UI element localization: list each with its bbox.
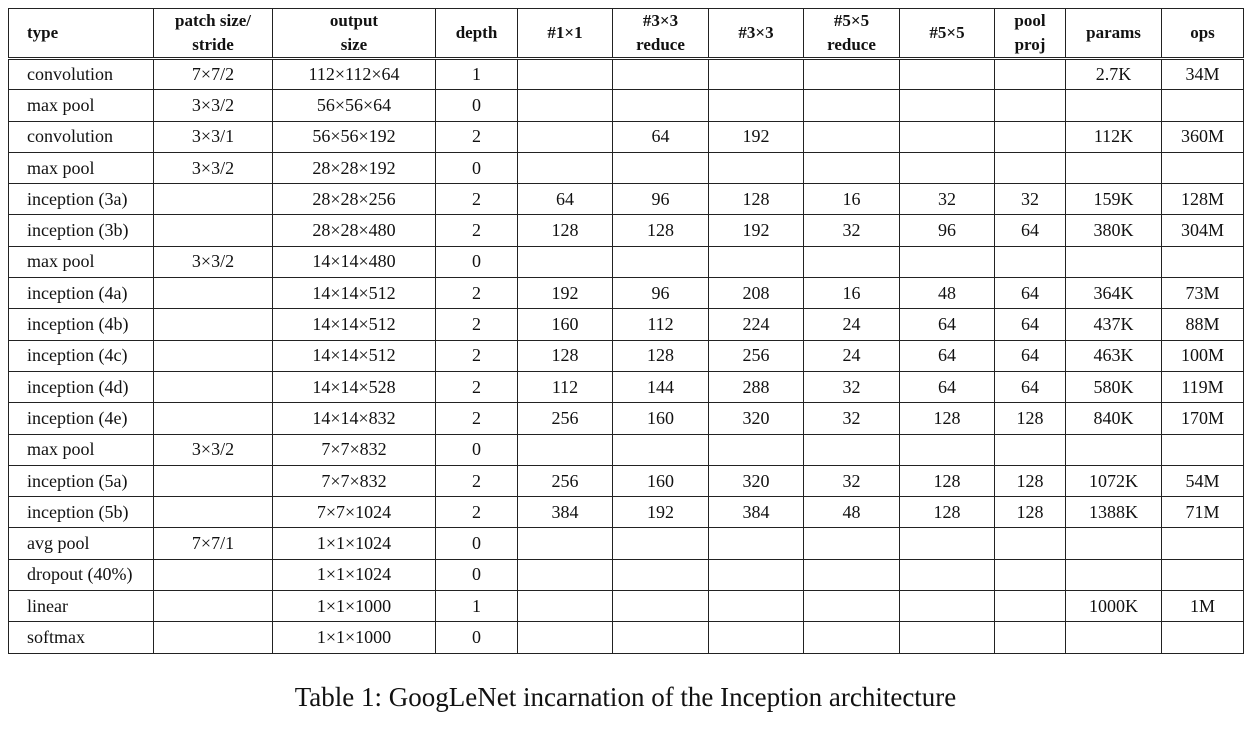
table-row bbox=[9, 622, 1244, 653]
table-cell bbox=[709, 246, 804, 277]
layer-type-cell: dropout (40%) bbox=[9, 559, 154, 590]
table-cell bbox=[1066, 90, 1162, 121]
table-cell bbox=[154, 465, 273, 496]
column-header-label: size bbox=[340, 35, 368, 54]
column-header bbox=[273, 9, 436, 59]
layer-type-cell: max pool bbox=[9, 90, 154, 121]
table-cell bbox=[613, 622, 709, 653]
table-cell: 1072K bbox=[1066, 465, 1162, 496]
table-cell bbox=[995, 559, 1066, 590]
table-cell bbox=[1162, 434, 1244, 465]
table-cell bbox=[1066, 434, 1162, 465]
table-cell: 192 bbox=[709, 121, 804, 152]
table-cell bbox=[709, 622, 804, 653]
table-cell: 32 bbox=[804, 371, 900, 402]
column-header bbox=[154, 9, 273, 59]
table-cell: 2 bbox=[436, 121, 518, 152]
layer-type-cell: inception (3b) bbox=[9, 215, 154, 246]
table-cell: 64 bbox=[995, 215, 1066, 246]
table-cell: 304M bbox=[1162, 215, 1244, 246]
table-cell bbox=[995, 622, 1066, 653]
table-cell bbox=[154, 622, 273, 653]
table-cell: 100M bbox=[1162, 340, 1244, 371]
table-cell: 2 bbox=[436, 371, 518, 402]
table-cell: 3×3/2 bbox=[154, 246, 273, 277]
table-row bbox=[9, 121, 1244, 152]
table-cell: 437K bbox=[1066, 309, 1162, 340]
column-header-label: #3×3 bbox=[738, 23, 774, 42]
table-cell: 64 bbox=[900, 371, 995, 402]
table-cell bbox=[154, 497, 273, 528]
table-cell: 288 bbox=[709, 371, 804, 402]
table-cell: 128 bbox=[613, 215, 709, 246]
table-cell bbox=[613, 528, 709, 559]
table-row bbox=[9, 184, 1244, 215]
table-cell: 256 bbox=[518, 403, 613, 434]
table-cell: 32 bbox=[804, 403, 900, 434]
table-row bbox=[9, 434, 1244, 465]
table-cell: 1 bbox=[436, 59, 518, 90]
layer-type-cell: avg pool bbox=[9, 528, 154, 559]
table-cell: 64 bbox=[995, 309, 1066, 340]
table-cell bbox=[995, 59, 1066, 90]
table-cell: 128 bbox=[613, 340, 709, 371]
table-cell: 2 bbox=[436, 309, 518, 340]
table-cell bbox=[995, 591, 1066, 622]
table-cell: 384 bbox=[709, 497, 804, 528]
table-cell bbox=[613, 591, 709, 622]
table-cell bbox=[804, 59, 900, 90]
column-header-label: proj bbox=[1014, 35, 1046, 54]
table-row bbox=[9, 246, 1244, 277]
column-header bbox=[1162, 9, 1244, 59]
table-cell: 360M bbox=[1162, 121, 1244, 152]
table-cell: 48 bbox=[900, 278, 995, 309]
table-cell bbox=[1162, 559, 1244, 590]
table-cell bbox=[518, 121, 613, 152]
table-cell: 112 bbox=[518, 371, 613, 402]
layer-type-cell: inception (4c) bbox=[9, 340, 154, 371]
table-cell bbox=[900, 622, 995, 653]
table-cell: 192 bbox=[613, 497, 709, 528]
table-cell: 64 bbox=[518, 184, 613, 215]
table-cell: 160 bbox=[613, 465, 709, 496]
table-cell: 128 bbox=[518, 215, 613, 246]
table-cell bbox=[900, 90, 995, 121]
layer-type-cell: inception (4d) bbox=[9, 371, 154, 402]
table-cell: 3×3/2 bbox=[154, 152, 273, 183]
table-cell bbox=[900, 246, 995, 277]
column-header bbox=[518, 9, 613, 59]
table-cell: 2 bbox=[436, 403, 518, 434]
table-row bbox=[9, 340, 1244, 371]
table-cell bbox=[518, 622, 613, 653]
table-row bbox=[9, 309, 1244, 340]
table-cell: 14×14×512 bbox=[273, 309, 436, 340]
table-row bbox=[9, 403, 1244, 434]
table-cell: 2 bbox=[436, 215, 518, 246]
table-cell bbox=[804, 591, 900, 622]
table-cell bbox=[613, 559, 709, 590]
layer-type-cell: inception (5a) bbox=[9, 465, 154, 496]
table-cell bbox=[900, 121, 995, 152]
table-cell: 320 bbox=[709, 465, 804, 496]
column-header-label: #5×5 bbox=[833, 11, 870, 30]
table-cell: 364K bbox=[1066, 278, 1162, 309]
column-header-label: stride bbox=[192, 35, 234, 54]
column-header bbox=[900, 9, 995, 59]
table-cell bbox=[613, 59, 709, 90]
table-row bbox=[9, 90, 1244, 121]
table-cell bbox=[995, 246, 1066, 277]
table-cell bbox=[1162, 528, 1244, 559]
table-cell bbox=[995, 434, 1066, 465]
table-cell: 320 bbox=[709, 403, 804, 434]
table-cell bbox=[154, 309, 273, 340]
table-cell bbox=[613, 90, 709, 121]
header-row bbox=[9, 9, 1244, 59]
table-row bbox=[9, 528, 1244, 559]
layer-type-cell: inception (4e) bbox=[9, 403, 154, 434]
table-cell: 64 bbox=[900, 309, 995, 340]
table-cell: 128 bbox=[709, 184, 804, 215]
table-cell: 208 bbox=[709, 278, 804, 309]
table-cell: 380K bbox=[1066, 215, 1162, 246]
table-cell bbox=[995, 121, 1066, 152]
table-cell bbox=[613, 152, 709, 183]
layer-type-cell: softmax bbox=[9, 622, 154, 653]
table-cell: 0 bbox=[436, 90, 518, 121]
table-cell: 64 bbox=[995, 278, 1066, 309]
table-cell: 2 bbox=[436, 465, 518, 496]
table-cell: 160 bbox=[613, 403, 709, 434]
table-cell bbox=[613, 434, 709, 465]
column-header bbox=[1066, 9, 1162, 59]
table-cell: 28×28×256 bbox=[273, 184, 436, 215]
table-cell bbox=[154, 278, 273, 309]
table-cell bbox=[709, 559, 804, 590]
table-cell bbox=[709, 90, 804, 121]
table-caption: Table 1: GoogLeNet incarnation of the Inception architecture bbox=[294, 682, 957, 712]
table-cell: 160 bbox=[518, 309, 613, 340]
table-cell: 256 bbox=[709, 340, 804, 371]
column-header-label: params bbox=[1086, 23, 1141, 42]
table-cell: 24 bbox=[804, 309, 900, 340]
table-cell bbox=[518, 59, 613, 90]
table-header bbox=[9, 9, 1244, 59]
column-header-label: depth bbox=[455, 23, 498, 42]
table-cell bbox=[804, 121, 900, 152]
table-cell bbox=[995, 528, 1066, 559]
table-cell bbox=[1066, 528, 1162, 559]
table-cell: 7×7/1 bbox=[154, 528, 273, 559]
table-row bbox=[9, 59, 1244, 90]
table-cell: 1×1×1000 bbox=[273, 622, 436, 653]
table-cell: 56×56×64 bbox=[273, 90, 436, 121]
table-cell: 88M bbox=[1162, 309, 1244, 340]
table-cell bbox=[804, 528, 900, 559]
table-cell: 2 bbox=[436, 278, 518, 309]
table-cell bbox=[804, 152, 900, 183]
table-row bbox=[9, 497, 1244, 528]
table-cell bbox=[613, 246, 709, 277]
table-cell bbox=[709, 152, 804, 183]
table-cell bbox=[1162, 90, 1244, 121]
layer-type-cell: inception (3a) bbox=[9, 184, 154, 215]
table-cell bbox=[1066, 622, 1162, 653]
table-cell: 54M bbox=[1162, 465, 1244, 496]
column-header bbox=[613, 9, 709, 59]
table-cell: 192 bbox=[518, 278, 613, 309]
table-cell: 16 bbox=[804, 278, 900, 309]
layer-type-cell: linear bbox=[9, 591, 154, 622]
table-cell: 0 bbox=[436, 246, 518, 277]
table-cell: 7×7×1024 bbox=[273, 497, 436, 528]
table-cell bbox=[154, 559, 273, 590]
table-body bbox=[9, 59, 1244, 654]
layer-type-cell: inception (4a) bbox=[9, 278, 154, 309]
table-cell bbox=[804, 434, 900, 465]
table-cell bbox=[900, 559, 995, 590]
table-cell: 2 bbox=[436, 340, 518, 371]
table-cell: 0 bbox=[436, 152, 518, 183]
table-cell: 0 bbox=[436, 622, 518, 653]
layer-type-cell: convolution bbox=[9, 121, 154, 152]
table-cell bbox=[1162, 246, 1244, 277]
table-cell bbox=[518, 434, 613, 465]
table-cell: 1×1×1024 bbox=[273, 559, 436, 590]
column-header bbox=[804, 9, 900, 59]
table-cell: 7×7×832 bbox=[273, 434, 436, 465]
table-cell: 1×1×1024 bbox=[273, 528, 436, 559]
table-cell: 580K bbox=[1066, 371, 1162, 402]
table-cell: 128 bbox=[995, 497, 1066, 528]
table-cell: 128 bbox=[900, 497, 995, 528]
table-cell: 2 bbox=[436, 497, 518, 528]
table-cell: 840K bbox=[1066, 403, 1162, 434]
table-cell: 0 bbox=[436, 528, 518, 559]
table-cell bbox=[900, 152, 995, 183]
table-cell bbox=[804, 559, 900, 590]
table-cell: 16 bbox=[804, 184, 900, 215]
table-cell: 96 bbox=[613, 278, 709, 309]
table-cell: 34M bbox=[1162, 59, 1244, 90]
table-cell: 128 bbox=[995, 465, 1066, 496]
architecture-table bbox=[8, 8, 1244, 654]
column-header-label: reduce bbox=[827, 35, 876, 54]
table-cell: 64 bbox=[900, 340, 995, 371]
column-header-label: output bbox=[329, 11, 379, 30]
table-cell: 463K bbox=[1066, 340, 1162, 371]
column-header-label: pool bbox=[1014, 11, 1046, 30]
table-cell bbox=[154, 371, 273, 402]
table-cell bbox=[518, 528, 613, 559]
table-cell: 128 bbox=[995, 403, 1066, 434]
table-cell bbox=[518, 559, 613, 590]
table-cell bbox=[804, 246, 900, 277]
table-cell bbox=[154, 215, 273, 246]
table-cell: 3×3/2 bbox=[154, 434, 273, 465]
table-cell: 128M bbox=[1162, 184, 1244, 215]
table-cell: 64 bbox=[995, 340, 1066, 371]
table-cell: 2 bbox=[436, 184, 518, 215]
table-cell: 144 bbox=[613, 371, 709, 402]
table-cell bbox=[995, 152, 1066, 183]
table-cell: 1 bbox=[436, 591, 518, 622]
table-cell: 128 bbox=[900, 465, 995, 496]
table-cell: 64 bbox=[613, 121, 709, 152]
table-cell bbox=[1066, 152, 1162, 183]
layer-type-cell: max pool bbox=[9, 152, 154, 183]
table-cell bbox=[804, 622, 900, 653]
column-header-label: reduce bbox=[636, 35, 685, 54]
table-cell bbox=[154, 403, 273, 434]
table-cell bbox=[900, 591, 995, 622]
table-cell: 256 bbox=[518, 465, 613, 496]
layer-type-cell: max pool bbox=[9, 434, 154, 465]
table-cell: 128 bbox=[900, 403, 995, 434]
table-cell bbox=[518, 152, 613, 183]
column-header bbox=[709, 9, 804, 59]
table-cell: 1M bbox=[1162, 591, 1244, 622]
table-cell: 159K bbox=[1066, 184, 1162, 215]
table-cell bbox=[518, 591, 613, 622]
table-cell: 112×112×64 bbox=[273, 59, 436, 90]
table-cell bbox=[1162, 622, 1244, 653]
table-cell: 3×3/1 bbox=[154, 121, 273, 152]
table-cell: 3×3/2 bbox=[154, 90, 273, 121]
table-cell: 32 bbox=[804, 465, 900, 496]
table-cell: 14×14×480 bbox=[273, 246, 436, 277]
table-cell: 64 bbox=[995, 371, 1066, 402]
table-cell: 224 bbox=[709, 309, 804, 340]
table-cell: 32 bbox=[995, 184, 1066, 215]
table-cell bbox=[154, 184, 273, 215]
table-cell: 2.7K bbox=[1066, 59, 1162, 90]
table-cell: 14×14×528 bbox=[273, 371, 436, 402]
table-cell: 112K bbox=[1066, 121, 1162, 152]
table-row bbox=[9, 278, 1244, 309]
table-cell: 1×1×1000 bbox=[273, 591, 436, 622]
layer-type-cell: inception (5b) bbox=[9, 497, 154, 528]
table-cell bbox=[900, 59, 995, 90]
table-cell: 48 bbox=[804, 497, 900, 528]
table-cell bbox=[995, 90, 1066, 121]
table-cell bbox=[1066, 246, 1162, 277]
table-cell: 170M bbox=[1162, 403, 1244, 434]
column-header-label: #1×1 bbox=[547, 23, 583, 42]
table-cell: 14×14×832 bbox=[273, 403, 436, 434]
table-cell: 14×14×512 bbox=[273, 278, 436, 309]
column-header-label: patch size/ bbox=[174, 11, 252, 30]
table-cell bbox=[1066, 559, 1162, 590]
table-cell: 7×7/2 bbox=[154, 59, 273, 90]
table-cell bbox=[900, 434, 995, 465]
layer-type-cell: inception (4b) bbox=[9, 309, 154, 340]
table-cell: 73M bbox=[1162, 278, 1244, 309]
layer-type-cell: max pool bbox=[9, 246, 154, 277]
table-cell bbox=[900, 528, 995, 559]
table-cell: 96 bbox=[613, 184, 709, 215]
table-cell bbox=[154, 340, 273, 371]
table-cell: 7×7×832 bbox=[273, 465, 436, 496]
table-cell: 128 bbox=[518, 340, 613, 371]
table-cell: 32 bbox=[900, 184, 995, 215]
table-cell: 192 bbox=[709, 215, 804, 246]
table-cell: 24 bbox=[804, 340, 900, 371]
table-cell: 32 bbox=[804, 215, 900, 246]
table-cell bbox=[804, 90, 900, 121]
table-cell: 14×14×512 bbox=[273, 340, 436, 371]
column-header-label: ops bbox=[1190, 23, 1215, 42]
column-header bbox=[9, 9, 154, 59]
column-header bbox=[995, 9, 1066, 59]
layer-type-cell: convolution bbox=[9, 59, 154, 90]
column-header-label: #5×5 bbox=[929, 23, 965, 42]
table-cell: 71M bbox=[1162, 497, 1244, 528]
table-row bbox=[9, 371, 1244, 402]
table-cell: 0 bbox=[436, 559, 518, 590]
table-cell bbox=[518, 246, 613, 277]
table-row bbox=[9, 465, 1244, 496]
table-cell: 112 bbox=[613, 309, 709, 340]
table-cell bbox=[709, 528, 804, 559]
table-cell: 28×28×480 bbox=[273, 215, 436, 246]
column-header-label: #3×3 bbox=[642, 11, 679, 30]
table-cell: 1000K bbox=[1066, 591, 1162, 622]
table-cell: 119M bbox=[1162, 371, 1244, 402]
table-row bbox=[9, 152, 1244, 183]
table-cell bbox=[709, 591, 804, 622]
table-cell bbox=[1162, 152, 1244, 183]
column-header-label: type bbox=[27, 23, 59, 42]
table-cell: 28×28×192 bbox=[273, 152, 436, 183]
table-cell: 0 bbox=[436, 434, 518, 465]
table-cell bbox=[154, 591, 273, 622]
table-cell: 56×56×192 bbox=[273, 121, 436, 152]
table-cell: 1388K bbox=[1066, 497, 1162, 528]
table-cell bbox=[709, 59, 804, 90]
table-cell bbox=[709, 434, 804, 465]
table-cell: 384 bbox=[518, 497, 613, 528]
table-row bbox=[9, 215, 1244, 246]
table-row bbox=[9, 591, 1244, 622]
table-cell: 96 bbox=[900, 215, 995, 246]
table-row bbox=[9, 559, 1244, 590]
table-cell bbox=[518, 90, 613, 121]
column-header bbox=[436, 9, 518, 59]
